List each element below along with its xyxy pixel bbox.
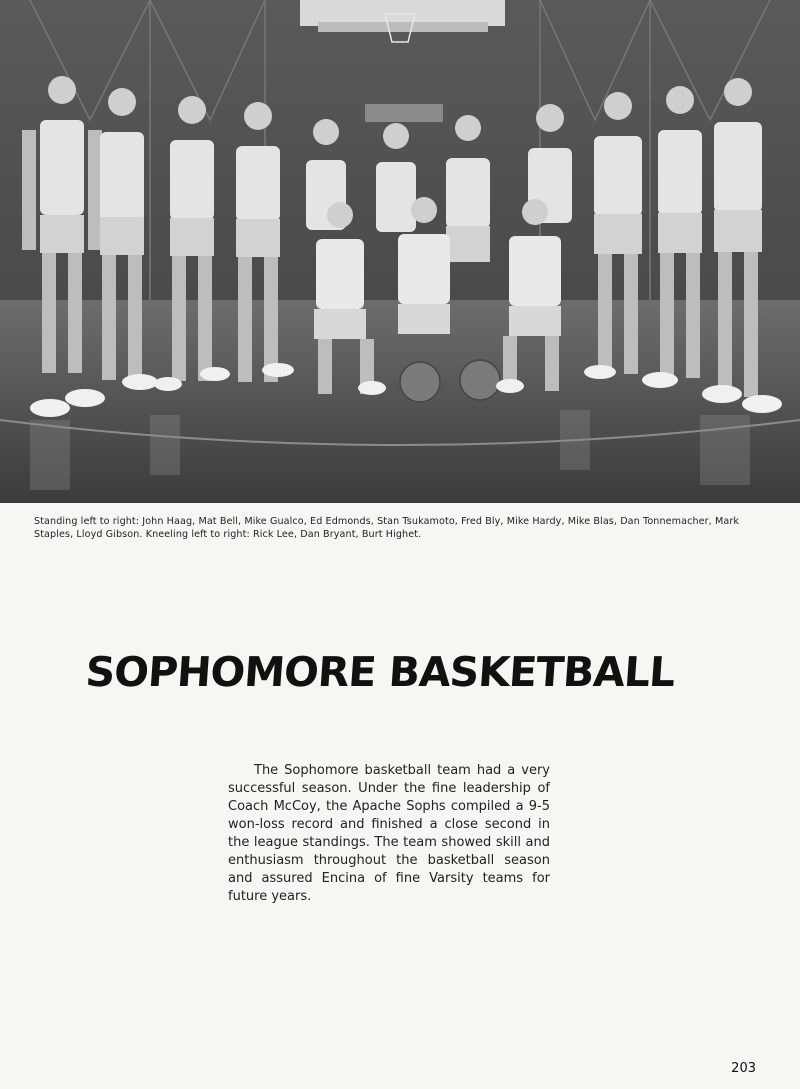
page-number: 203 bbox=[731, 1061, 756, 1076]
team-photo-icon bbox=[0, 0, 800, 503]
article-body: The Sophomore basketball team had a very successful season. Under the fine leadership of Coach McCoy, the Apache Sophs compiled a 9-5 won-loss record and finished a close second in the league standings. The team showed skill and enthusiasm throughout the basketball season and assured Encina of fine Varsity teams for future years. bbox=[228, 763, 550, 904]
team-photo bbox=[0, 0, 800, 503]
photo-caption: Standing left to right: John Haag, Mat Bell, Mike Gualco, Ed Edmonds, Stan Tsukamoto, Fred Bly, Mike Hardy, Mike Blas, Dan Tonnemacher, Mark Staples, Lloyd Gibson. Kneeling left to right: Rick Lee, Dan Bryant, Burt Highet. bbox=[34, 516, 740, 540]
page-title: SOPHOMORE BASKETBALL bbox=[84, 648, 676, 696]
